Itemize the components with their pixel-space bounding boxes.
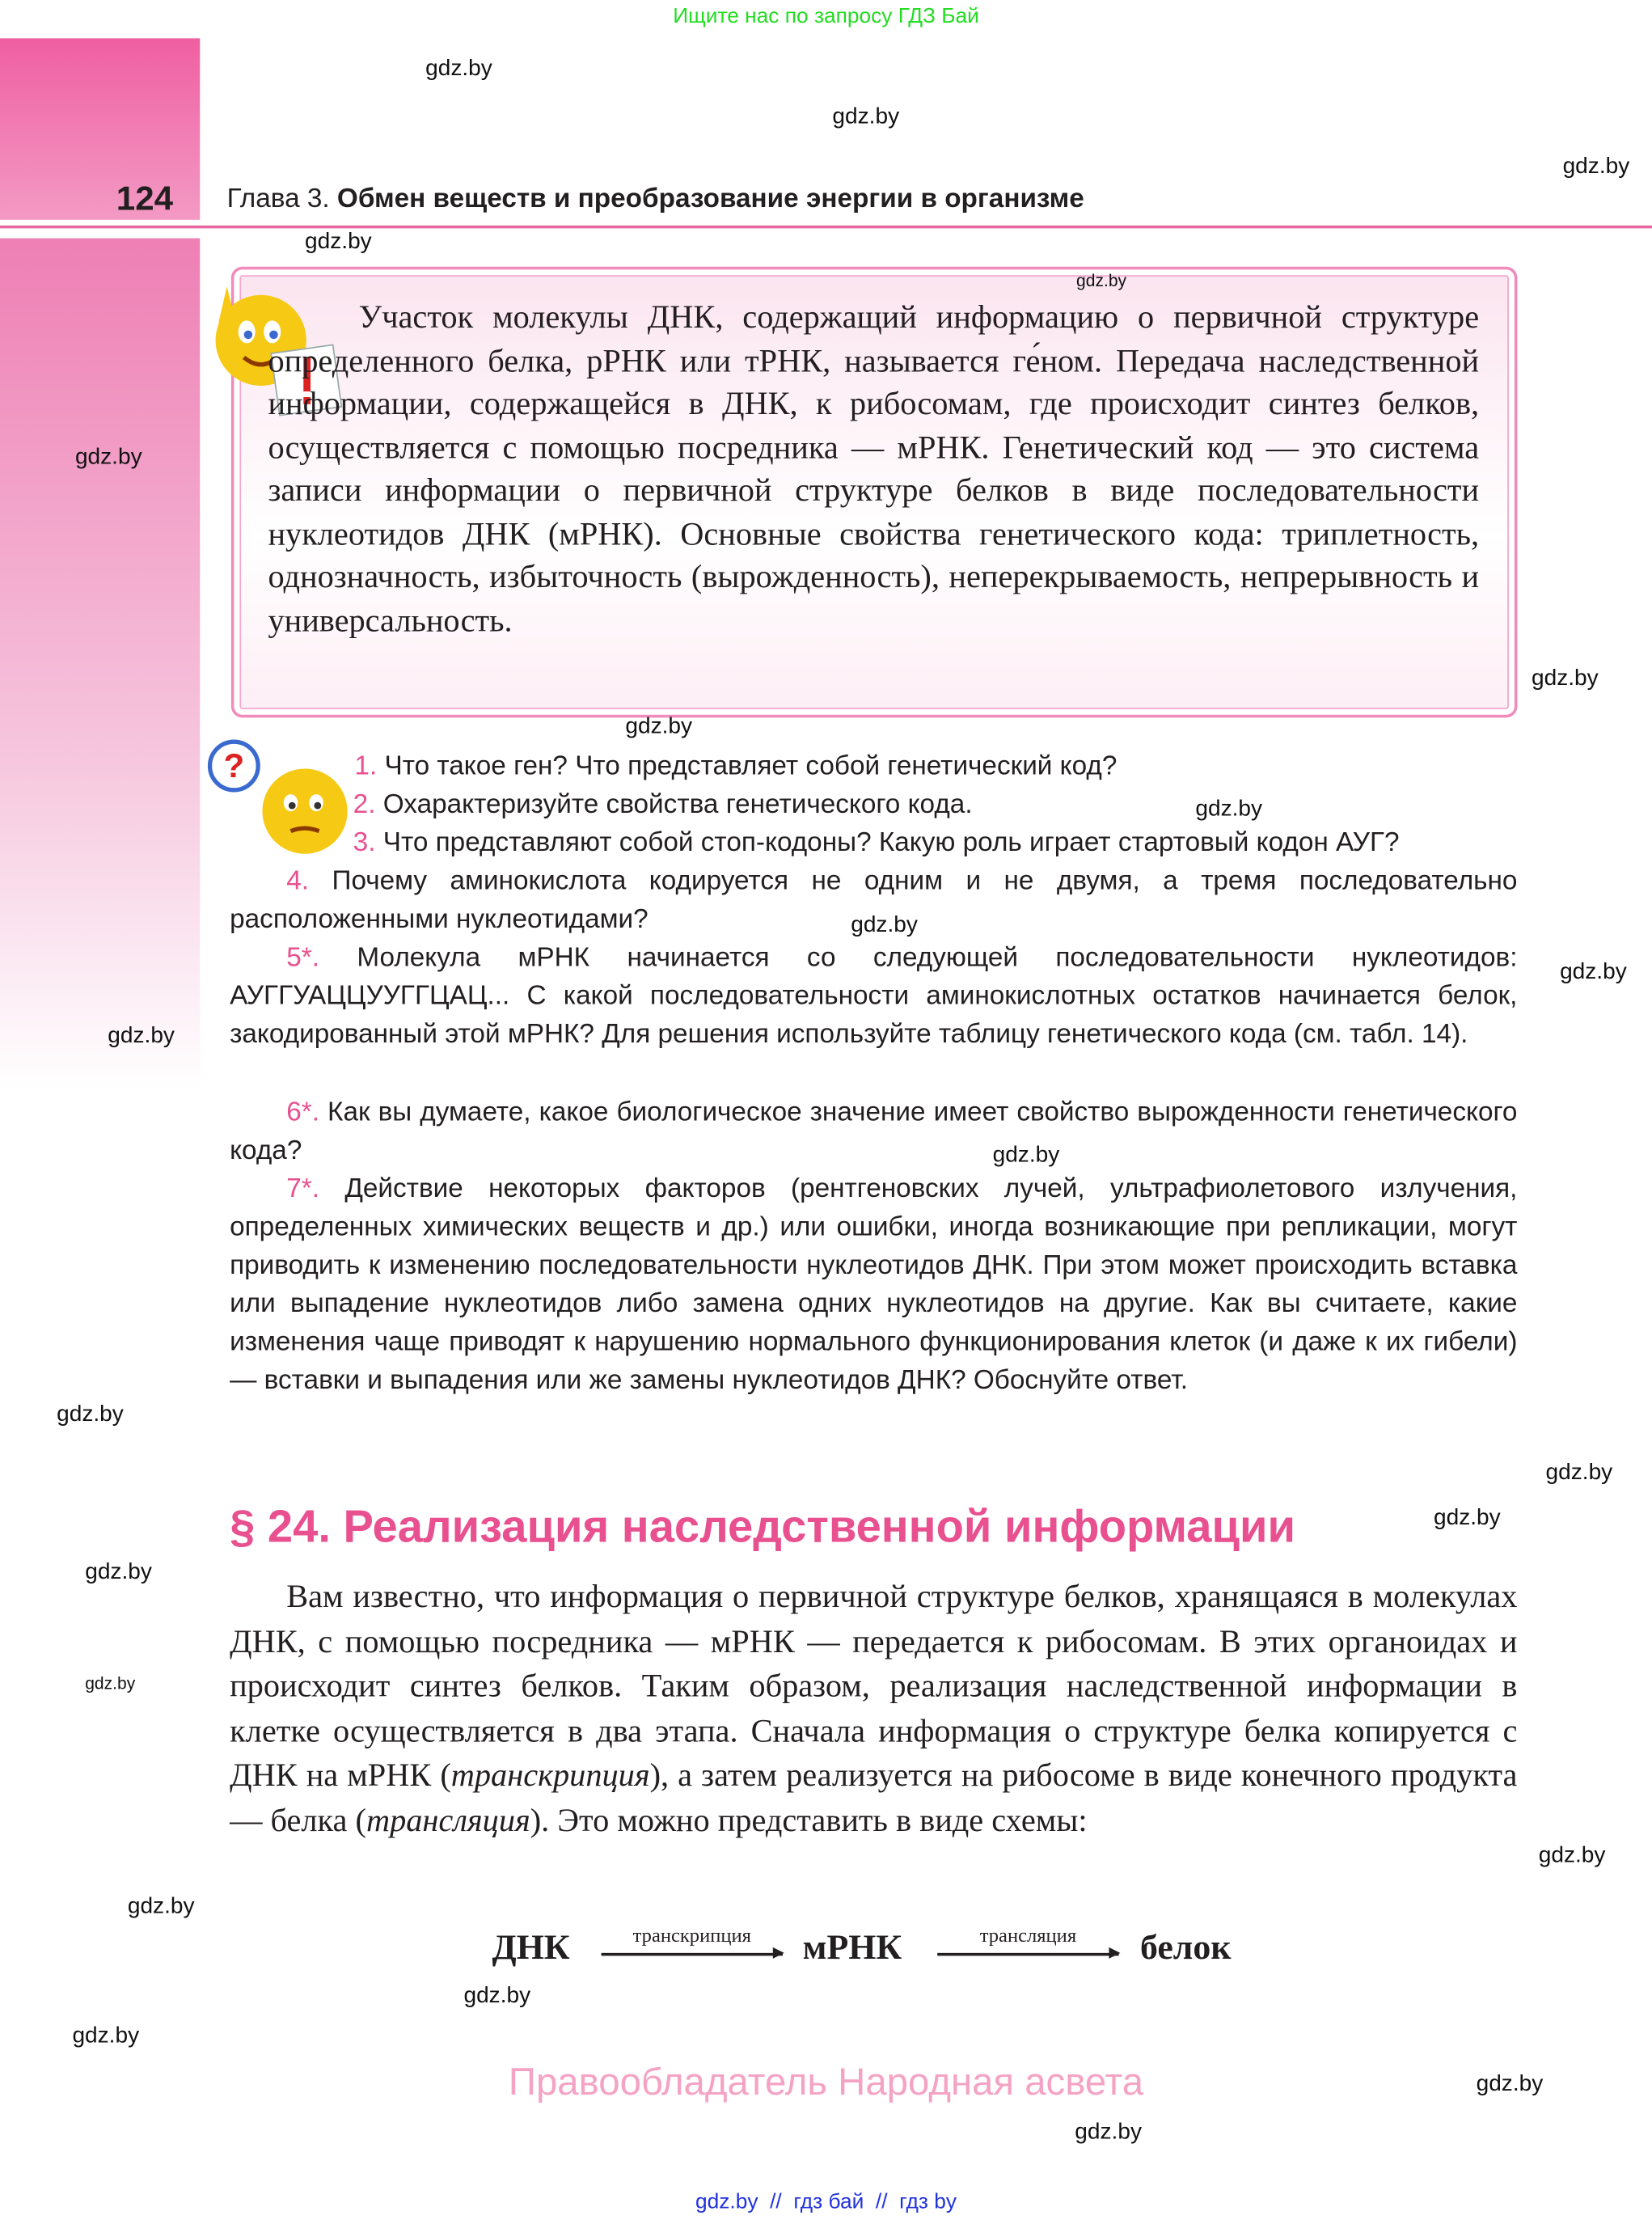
watermark: gdz.by [127,1894,195,1919]
watermark: gdz.by [625,714,693,739]
watermark: gdz.by [74,445,142,470]
question-number: 7*. [286,1174,320,1204]
paragraph-text: Вам известно, что информация о первичной структуре белков, хранящаяся в молекулах ДНК, с помощью посредника — мРНК — передается к рибосомам. В этих органоидах и происходит синтез белков. Таким образом, реализация наследственной информации в клетке осуществляется в два этапа. Сначала информация о структуре белка копируется с ДНК на мРНК ( [230,1578,1518,1794]
watermark: gdz.by [1562,154,1630,179]
watermark: gdz.by [1538,1843,1606,1868]
smiley-question-icon [203,738,352,865]
question-1 [354,747,1517,785]
question-text: Действие некоторых факторов (рентгеновских лучей, ультрафиолетового излучения, определенных химических веществ и др.) или ошибки, иногда возникающие при репликации, могут приводить к изменению последовательности нуклеотидов ДНК. При этом может происходить вставка или выпадение нуклеотидов либо замена одних нуклеотидов на другие. Как вы считаете, какие изменения чаще приводят к нарушению нормального функционирования клеток (и даже к их гибели) — вставки и выпадения или же замены нуклеотидов ДНК? Обоснуйте ответ. [230,1174,1518,1396]
watermark: gdz.by [1433,1506,1501,1531]
watermark: gdz.by [85,1673,136,1693]
scheme-dna: ДНК [492,1929,570,1968]
term-transcription: транскрипция [450,1757,650,1794]
bottom-links[interactable]: gdz.by // гдз бай // гдз by [695,2189,957,2214]
copyright: Правообладатель Народная асвета [508,2061,1144,2103]
scheme-arrow-translation [937,1926,1118,1956]
question-3 [353,824,1516,862]
arrow-label: трансляция [979,1926,1077,1947]
question-2 [353,786,1516,824]
paragraph-text: ). Это можно представить в виде схемы: [530,1802,1088,1838]
watermark: gdz.by [1076,270,1127,291]
definition-text: Участок молекулы ДНК, содержащий информацию о первичной структуре определенного белка, рРНК или тРНК, называется ге́ном. Передача наследственной информации, содержащейся в ДНК, к рибосомам, где происходит синтез белков, осуществляется с помощью посредника — мРНК. Генетический код — это система записи информации о первичной структуре белков в виде последовательности нуклеотидов ДНК (мРНК). Основные свойства генетического кода: триплетность, однозначность, избыточность (вырожденность), неперекрываемость, непрерывность и универсальность. [268,299,1480,638]
scheme-mrna: мРНК [802,1929,902,1968]
paragraph-text: ), а затем реализуется на рибосоме в виде конечного продукта — белка ( [230,1757,1518,1838]
watermark: gdz.by [85,1560,152,1584]
watermark: gdz.by [832,104,900,129]
watermark: gdz.by [425,57,492,81]
page-number: 124 [116,180,174,219]
question-7 [230,1170,1517,1400]
arrow-icon [937,1953,1118,1956]
scheme-protein: белок [1139,1929,1232,1968]
question-6 [230,1093,1517,1170]
watermark: gdz.by [1476,2072,1544,2096]
question-text: Что такое ген? Что представляет собой генетический код? [384,751,1118,782]
question-text: Почему аминокислота кодируется не одним и не двумя, а тремя последовательно расположенными нуклеотидами? [230,866,1518,935]
question-number: 6*. [286,1097,320,1128]
question-text: Что представляют собой стоп-кодоны? Какую роль играет стартовый кодон АУГ? [382,828,1400,858]
question-text: Молекула мРНК начинается со следующей последовательности нуклеотидов: АУГГУАЦЦУУГГЦАЦ... С какой последовательности аминокислотных остатков начинается белок, закодированный этой мРНК? Для решения используйте таблицу генетического кода (см. табл. 14). [230,943,1518,1050]
search-hint[interactable]: Ищите нас по запросу ГДЗ Бай [673,4,979,29]
term-translation: трансляция [365,1802,530,1838]
arrow-icon [602,1953,783,1956]
watermark: gdz.by [72,2023,140,2049]
section-heading: § 24. Реализация наследственной информации [230,1500,1296,1552]
watermark: gdz.by [1531,666,1599,691]
question-text: Охарактеризуйте свойства генетического кода. [382,789,973,820]
watermark: gdz.by [1075,2120,1142,2145]
arrow-label: транскрипция [632,1926,751,1947]
chapter-title [227,184,1084,216]
question-number: 5*. [286,943,320,974]
scheme-arrow-transcription [602,1926,783,1956]
watermark: gdz.by [463,1984,531,2009]
question-text: Как вы думаете, какое биологическое значение имеет свойство вырожденности генетического кода? [230,1097,1518,1166]
watermark: gdz.by [108,1024,175,1048]
svg-text:?: ? [223,746,245,785]
chapter-prefix: Глава 3. [226,184,330,214]
watermark: gdz.by [992,1143,1060,1168]
header-divider [0,226,1652,229]
watermark: gdz.by [57,1402,124,1427]
watermark: gdz.by [1560,960,1627,985]
question-number: 4. [286,866,310,897]
watermark: gdz.by [305,230,372,254]
watermark: gdz.by [1195,797,1263,822]
watermark: gdz.by [851,913,918,938]
chapter-name: Обмен веществ и преобразование энергии в организме [336,184,1084,214]
side-pink-gradient [0,239,200,1089]
question-number: 1. [354,751,378,782]
question-number: 3. [353,828,376,858]
question-5 [230,939,1517,1054]
watermark: gdz.by [1545,1461,1613,1486]
question-number: 2. [353,789,376,820]
section-paragraph [230,1575,1517,1843]
